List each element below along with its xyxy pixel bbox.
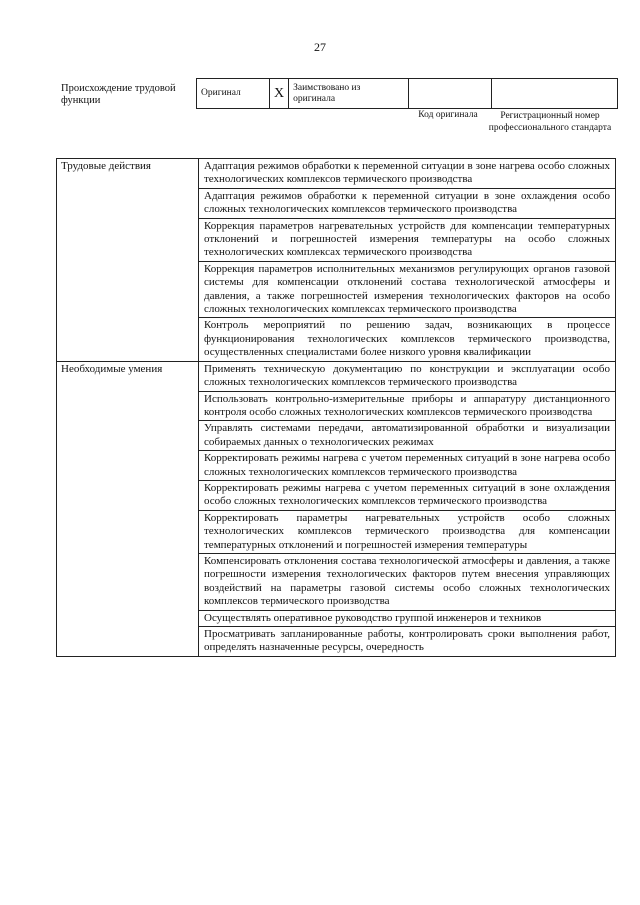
section-label: Трудовые действия (57, 159, 199, 362)
row-text: Корректировать параметры нагревательных устройств особо сложных технологических комплексов термического производства для компенсации температурных отклонений и погрешностей измерения температуры (199, 510, 616, 553)
row-text: Коррекция параметров исполнительных механизмов регулирующих органов газовой системы для компенсации отклонений состава технологической атмосферы и давления, а также погрешностей измерения технологических факторов на особо сложных технологических комплексах термического производства (199, 261, 616, 318)
page-number: 27 (314, 40, 326, 54)
borrowed-cell: Заимствовано из оригинала (289, 79, 409, 109)
table-row (57, 361, 616, 391)
original-mark: X (270, 79, 289, 109)
row-text: Использовать контрольно-измерительные приборы и аппаратуру дистанционного контроля особо сложных технологических комплексов термического производства (199, 391, 616, 421)
row-text: Управлять системами передачи, автоматизированной обработки и визуализации собираемых данных о технологических режимах (199, 421, 616, 451)
section-label: Необходимые умения (57, 361, 199, 656)
row-text: Контроль мероприятий по решению задач, возникающих в процессе функционирования технологических комплексов термического производства, осуществленных специалистами более низкого уровня квалификации (199, 318, 616, 361)
row-text: Осуществлять оперативное руководство группой инженеров и техников (199, 610, 616, 626)
row-text: Корректировать режимы нагрева с учетом переменных ситуаций в зоне охлаждения особо сложных технологических комплексов термического производства (199, 480, 616, 510)
registration-caption: Регистрационный номер профессионального стандарта (488, 111, 612, 133)
origin-label: Происхождение трудовой функции (61, 83, 176, 106)
row-text: Применять техническую документацию по конструкции и эксплуатации особо сложных технологических комплексов термического производства (199, 361, 616, 391)
original-code-cell (409, 79, 492, 109)
origin-table (196, 78, 618, 109)
registration-number-cell (492, 79, 618, 109)
row-text: Адаптация режимов обработки к переменной ситуации в зоне охлаждения особо сложных технологических комплексов термического производства (199, 188, 616, 218)
original-cell: Оригинал (197, 79, 270, 109)
row-text: Коррекция параметров нагревательных устройств для компенсации температурных отклонений и погрешностей измерения температуры на особо сложных технологических комплексах термического производства (199, 218, 616, 261)
code-caption: Код оригинала (418, 110, 478, 120)
table-row (57, 159, 616, 189)
row-text: Компенсировать отклонения состава технологической атмосферы и давления, а также погрешности измерения технологических факторов путем внесения управляющих воздействий на параметры газовой системы особо сложных технологических комплексов термического производства (199, 553, 616, 610)
row-text: Просматривать запланированные работы, контролировать сроки выполнения работ, определять назначенные ресурсы, очередность (199, 627, 616, 657)
row-text: Корректировать режимы нагрева с учетом переменных ситуаций в зоне нагрева особо сложных технологических комплексов термического производства (199, 451, 616, 481)
function-table (56, 158, 616, 657)
row-text: Адаптация режимов обработки к переменной ситуации в зоне нагрева особо сложных технологических комплексов термического производства (199, 159, 616, 189)
